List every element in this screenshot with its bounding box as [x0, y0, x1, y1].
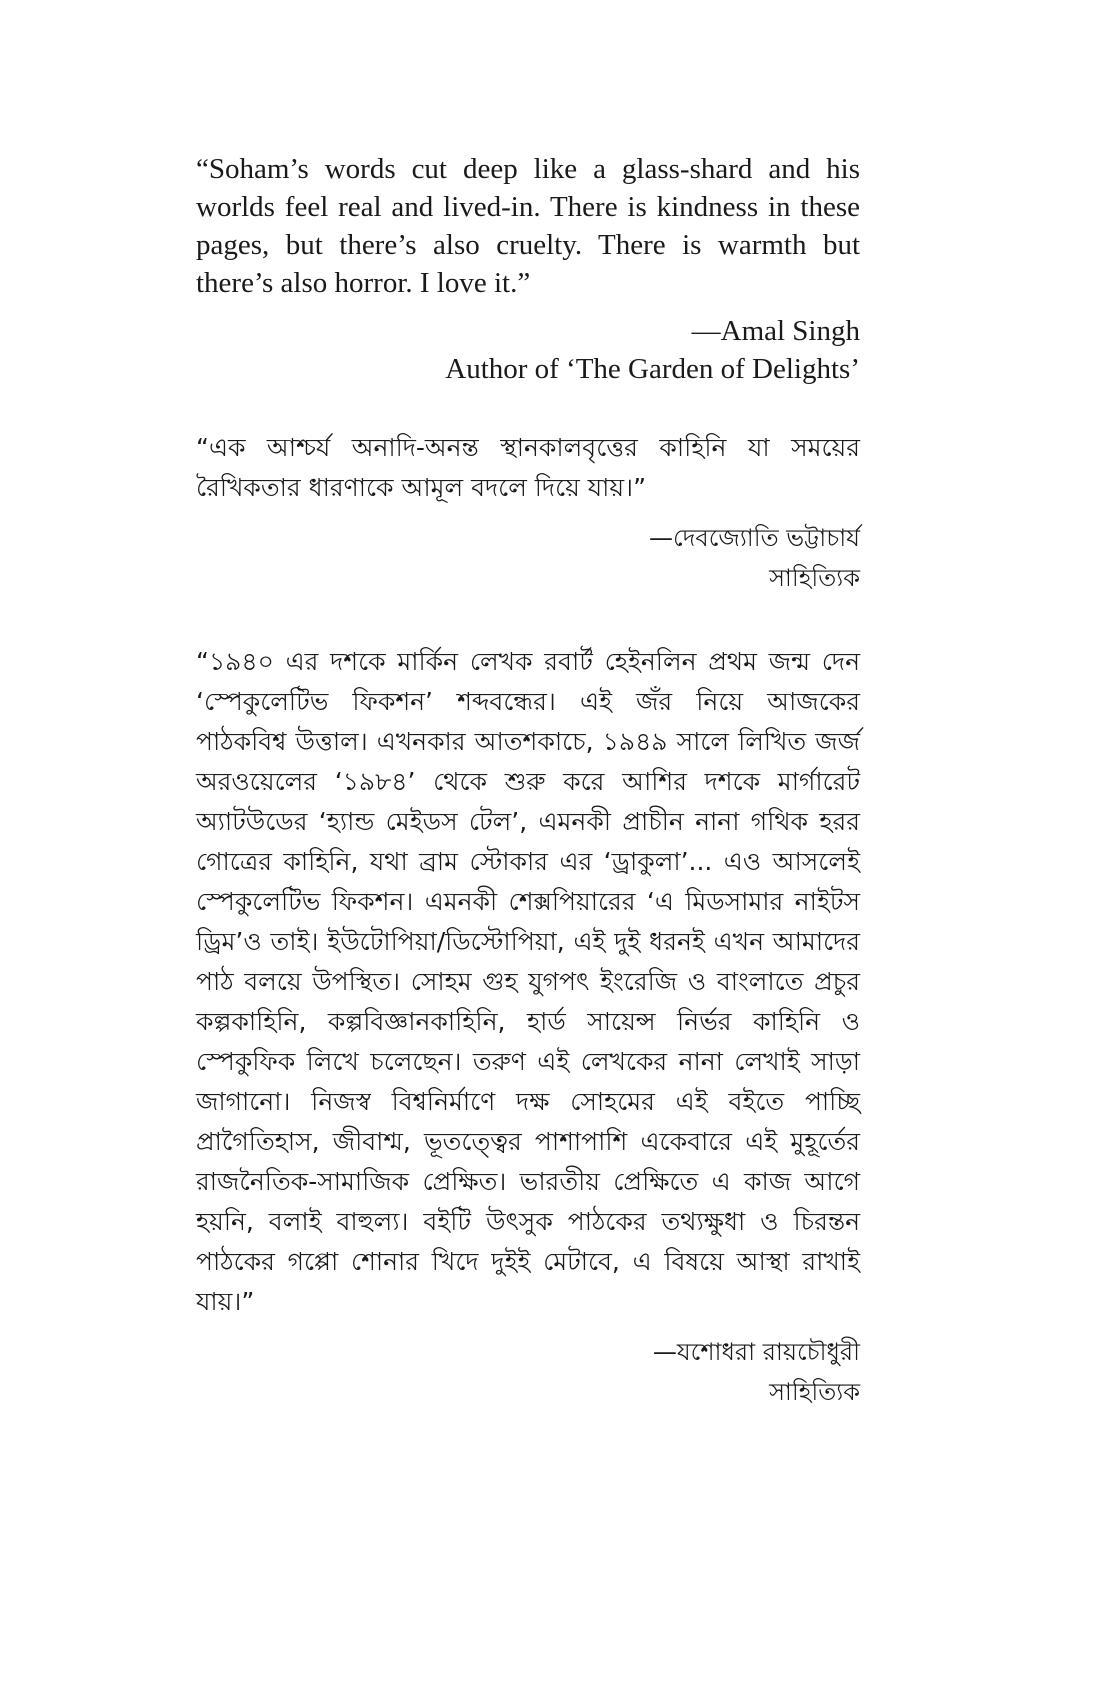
- endorsement-yashodhara-raychaudhuri: [196, 642, 860, 1412]
- endorsement-attribution: [196, 312, 860, 388]
- endorsement-attribution: [196, 518, 860, 598]
- endorsement-role: Author of ‘The Garden of Delights’: [445, 353, 860, 385]
- endorsement-role: সাহিত্যিক: [769, 1378, 860, 1406]
- endorsement-quote: “Soham’s words cut deep like a glass-shard and his worlds feel real and lived-in. There is kindness in these pages, but there’s also cruelty. There is warmth but there’s also horror. I love it.”: [196, 153, 860, 299]
- endorsement-author: —Amal Singh: [691, 315, 860, 347]
- endorsement-quote: “এক আশ্চর্য অনাদি-অনন্ত স্থানকালবৃত্তের কাহিনি যা সময়ের রৈখিকতার ধারণাকে আমূল বদলে দিয়ে যায়।”: [196, 433, 860, 502]
- endorsement-amal-singh: [196, 150, 860, 388]
- endorsement-attribution: [196, 1332, 860, 1412]
- endorsement-debjyoti-bhattacharya: [196, 428, 860, 598]
- endorsement-role: সাহিত্যিক: [769, 564, 860, 592]
- endorsement-quote: “১৯৪০ এর দশকে মার্কিন লেখক রবার্ট হেইনলিন প্রথম জন্ম দেন ‘স্পেকুলেটিভ ফিকশন’ শব্দবন্ধের। এই জঁর নিয়ে আজকের পাঠকবিশ্ব উত্তাল। এখনকার আতশকাচে, ১৯৪৯ সালে লিখিত জর্জ অরওয়েলের ‘১৯৮৪’ থেকে শুরু করে আশির দশকে মার্গারেট অ্যাটউডের ‘হ্যান্ড মেইডস টেল’, এমনকী প্রাচীন নানা গথিক হরর গোত্রের কাহিনি, যথা ব্রাম স্টোকার এর ‘ড্রাকুলা’... এও আসলেই স্পেকুলেটিভ ফিকশন। এমনকী শেক্সপিয়ারের ‘এ মিডসামার নাইটস ড্রিম’ও তাই। ইউটোপিয়া/ডিস্টোপিয়া, এই দুই ধরনই এখন আমাদের পাঠ বলয়ে উপস্থিত। সোহম গুহ যুগপৎ ইংরেজি ও বাংলাতে প্রচুর কল্পকাহিনি, কল্পবিজ্ঞানকাহিনি, হার্ড সায়েন্স নির্ভর কাহিনি ও স্পেকুফিক লিখে চলেছেন। তরুণ এই লেখকের নানা লেখাই সাড়া জাগানো। নিজস্ব বিশ্বনির্মাণে দক্ষ সোহমের এই বইতে পাচ্ছি প্রাগৈতিহাস, জীবাশ্ম, ভূতত্ত্বের পাশাপাশি একেবারে এই মুহূর্তের রাজনৈতিক-সামাজিক প্রেক্ষিত। ভারতীয় প্রেক্ষিতে এ কাজ আগে হয়নি, বলাই বাহুল্য। বইটি উৎসুক পাঠকের তথ্যক্ষুধা ও চিরন্তন পাঠকের গপ্পো শোনার খিদে দুইই মেটাবে, এ বিষয়ে আস্থা রাখাই যায়।”: [196, 647, 860, 1316]
- endorsement-author: —দেবজ্যোতি ভট্টাচার্য: [649, 524, 860, 552]
- endorsement-author: —যশোধরা রায়চৌধুরী: [652, 1338, 860, 1366]
